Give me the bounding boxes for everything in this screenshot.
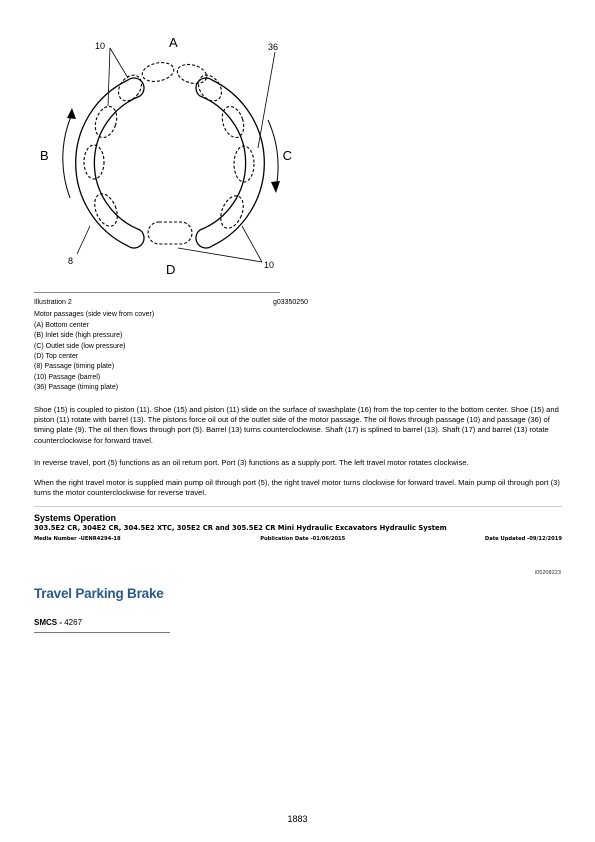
label-a: A xyxy=(169,35,178,50)
callout-10-top: 10 xyxy=(95,41,106,51)
caption-line: (36) Passage (timing plate) xyxy=(34,384,119,392)
left-passage xyxy=(90,190,121,229)
left-passage xyxy=(114,71,146,105)
top-center-passage xyxy=(140,60,175,84)
smcs-label: SMCS - xyxy=(34,618,62,627)
smcs-code xyxy=(34,618,82,627)
callout-10-bottom: 10 xyxy=(264,260,275,270)
right-timing-plate-outline xyxy=(196,78,264,248)
document-id: i05208223 xyxy=(534,570,561,576)
caption-line: Motor passages (side view from cover) xyxy=(34,311,155,319)
footer-divider xyxy=(34,506,562,507)
left-timing-plate-outline xyxy=(76,78,144,248)
section-title: Travel Parking Brake xyxy=(34,586,164,601)
label-d: D xyxy=(166,262,176,277)
manual-models: 303.5E2 CR, 304E2 CR, 304.5E2 XTC, 305E2 CR and 305.5E2 CR Mini Hydraulic Excavators Hydraulic System xyxy=(34,524,447,532)
page-number: 1883 xyxy=(287,814,308,824)
motor-passages-diagram xyxy=(30,30,290,292)
callout-36: 36 xyxy=(268,42,279,52)
date-updated: Date Updated -09/12/2019 xyxy=(484,536,562,542)
caption-line: (A) Bottom center xyxy=(34,321,89,329)
graphic-id: g03350250 xyxy=(272,299,308,306)
caption-line: (C) Outlet side (low pressure) xyxy=(34,342,126,350)
right-passage xyxy=(216,192,247,231)
bottom-center-passage xyxy=(148,222,192,244)
label-c: C xyxy=(282,148,292,163)
figure-caption xyxy=(34,298,314,394)
manual-title: Systems Operation xyxy=(34,513,117,523)
left-passage xyxy=(92,104,121,141)
caption-line: (D) Top center xyxy=(34,353,79,361)
publication-date: Publication Date -01/06/2015 xyxy=(260,536,346,542)
smcs-value: 4267 xyxy=(64,618,83,627)
right-passage xyxy=(194,71,226,105)
top-center-passage xyxy=(175,61,209,86)
smcs-divider xyxy=(34,632,170,633)
body-paragraph: When the right travel motor is supplied main pump oil through port (5), the right travel motor turns clockwise for forward travel. Main pump oil through port (3) turns the motor counterclockwise for reverse travel. xyxy=(34,478,560,498)
media-number: Media Number -UENR4294-18 xyxy=(34,536,121,542)
caption-line: (10) Passage (barrel) xyxy=(34,373,101,381)
figure-divider xyxy=(34,292,280,293)
illustration-number: Illustration 2 xyxy=(34,299,72,306)
caption-line: (B) Inlet side (high pressure) xyxy=(34,332,123,340)
label-b: B xyxy=(40,148,49,163)
publication-meta xyxy=(34,536,562,542)
body-paragraph: In reverse travel, port (5) functions as an oil return port. Port (3) functions as a supply port. The left travel motor rotates clockwise. xyxy=(34,458,469,467)
caption-line: (8) Passage (timing plate) xyxy=(34,363,115,371)
callout-8: 8 xyxy=(68,256,74,266)
body-paragraph: Shoe (15) is coupled to piston (11). Shoe (15) and piston (11) slide on the surface of swashplate (16) from the top center to the bottom center. Shoe (15) and piston (11) rotate with barrel (13). The pistons force oil out of the outlet side of the motor passage. The oil flows through passage (10) and passage (36) of timing plate (9). The oil then flows through port (5). Barrel (13) turns counterclockwise. Shaft (17) is splined to barrel (13). Shaft (17) and barrel (13) rotate counterclockwise for forward travel. xyxy=(34,405,559,445)
